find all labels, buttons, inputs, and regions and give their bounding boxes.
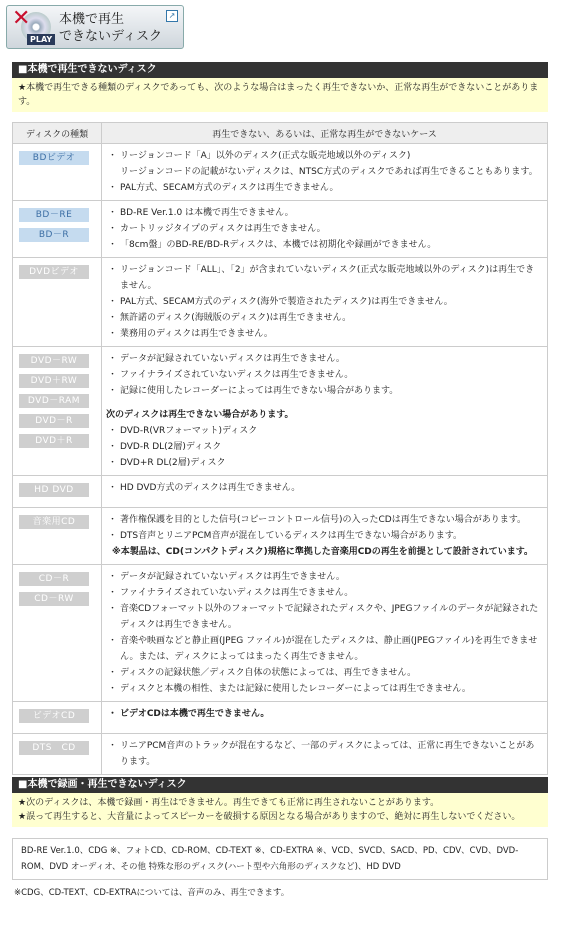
case-cell <box>102 201 548 258</box>
case-cell <box>102 565 548 702</box>
disc-type-cell <box>13 201 102 258</box>
disc-type-badge: BDビデオ <box>19 151 89 165</box>
disc-table <box>12 122 548 775</box>
disc-type-badge: HD DVD <box>19 483 89 497</box>
section-heading-2: ■本機で録画・再生できないディスク <box>12 777 548 793</box>
header-banner <box>6 5 184 49</box>
disc-type-cell <box>13 476 102 508</box>
section-unplayable <box>12 62 548 112</box>
case-item: ・ PAL方式、SECAM方式のディスク(海外で製造されたディスク)は再生できません。 <box>120 294 543 310</box>
case-item: ・ DVD+R DL(2層)ディスク <box>120 455 543 471</box>
case-item: ・ リージョンコード「ALL」、「2」が含まれていないディスク(正式な販売地域以外のディスク)は再生できません。 <box>120 262 543 294</box>
case-item: ・ 「8cm盤」のBD-RE/BD-Rディスクは、本機では初期化や録画ができません。 <box>120 237 543 253</box>
disc-type-cell <box>13 565 102 702</box>
unsupported-disc-list: BD-RE Ver.1.0、CDG ※、フォトCD、CD-ROM、CD-TEXT ※、CD-EXTRA ※、VCD、SVCD、SACD、PD、CDV、CVD、DVD-ROM、DVD オーディオ、その他 特殊な形のディスク(ハート型や六角形のディスクなど)、HD DVD <box>12 838 548 880</box>
footnote: ※CDG、CD-TEXT、CD-EXTRAについては、音声のみ、再生できます。 <box>14 888 290 898</box>
disc-type-cell <box>13 508 102 565</box>
case-cell <box>102 347 548 476</box>
case-cell <box>102 734 548 775</box>
prohibited-x-icon: ✕ <box>12 6 31 31</box>
disc-type-badge: DVD－RW <box>19 354 89 368</box>
case-item: ・ 音楽CDフォーマット以外のフォーマットで記録されたディスクや、JPEGファイルのデータが記録されたディスクは再生できません。 <box>120 601 543 633</box>
case-item: ・ DVD-R DL(2層)ディスク <box>120 439 543 455</box>
case-cell <box>102 702 548 734</box>
case-note: ※本製品は、CD(コンパクトディスク)規格に準拠した音楽用CDの再生を前提として設計されています。 <box>112 547 534 557</box>
disc-type-cell <box>13 144 102 201</box>
page-title: 本機で再生 できないディスク <box>59 12 162 44</box>
case-item: ・ 業務用のディスクは再生できません。 <box>120 326 543 342</box>
case-item: ・ 著作権保護を目的とした信号(コピーコントロール信号)の入ったCDは再生できない場合があります。 <box>120 512 543 528</box>
disc-type-badge: DVD－RAM <box>19 394 89 408</box>
case-subheading: 次のディスクは再生できない場合があります。 <box>106 410 294 420</box>
case-item: ・ 記録に使用したレコーダーによっては再生できない場合があります。 <box>120 383 543 399</box>
section-note: ★本機で再生できる種類のディスクであっても、次のような場合はまったく再生できないか、正常な再生ができないことがあります。 <box>12 78 548 112</box>
disc-type-cell <box>13 258 102 347</box>
case-cell <box>102 144 548 201</box>
case-item: ・ ファイナライズされていないディスクは再生できません。 <box>120 367 543 383</box>
case-item: ・ PAL方式、SECAM方式のディスクは再生できません。 <box>120 180 543 196</box>
case-item: ・ ディスクの記録状態／ディスク自体の状態によっては、再生できません。 <box>120 665 543 681</box>
table-row <box>13 201 548 258</box>
col-type-header: ディスクの種類 <box>13 123 102 144</box>
disc-type-badge: BD－RE <box>19 208 89 222</box>
play-label: PLAY <box>27 34 55 45</box>
disc-type-cell <box>13 702 102 734</box>
disc-type-badge: DVDビデオ <box>19 265 89 279</box>
case-item: ・ カートリッジタイプのディスクは再生できません。 <box>120 221 543 237</box>
case-item: ・ リージョンコード「A」以外のディスク(正式な販売地域以外のディスク) リージョンコードの記載がないディスクは、NTSC方式のディスクであれば再生できることもあります。 <box>120 148 543 180</box>
case-item: ・ BD-RE Ver.1.0 は本機で再生できません。 <box>120 205 543 221</box>
case-cell <box>102 258 548 347</box>
table-row <box>13 258 548 347</box>
table-row <box>13 347 548 476</box>
section-note-2: ★次のディスクは、本機で録画・再生はできません。再生できても正常に再生されないことがあります。 ★誤って再生すると、大音量によってスピーカーを破損する原因となる場合がありますので、絶対に再生しないでください。 <box>12 793 548 827</box>
disc-type-cell <box>13 734 102 775</box>
disc-type-badge: 音楽用CD <box>19 515 89 529</box>
case-cell <box>102 476 548 508</box>
disc-type-badge: DVD＋RW <box>19 374 89 388</box>
disc-type-badge: DTS CD <box>19 741 89 755</box>
disc-type-badge: CD－R <box>19 572 89 586</box>
case-item: ・ データが記録されていないディスクは再生できません。 <box>120 351 543 367</box>
table-row <box>13 734 548 775</box>
table-row <box>13 702 548 734</box>
disc-type-badge: DVD－R <box>19 414 89 428</box>
case-item: ・ DTS音声とリニアPCM音声が混在しているディスクは再生できない場合があります。 <box>120 528 543 544</box>
col-case-header: 再生できない、あるいは、正常な再生ができないケース <box>102 123 548 144</box>
case-item: ・ データが記録されていないディスクは再生できません。 <box>120 569 543 585</box>
case-item: ・ ビデオCDは本機で再生できません。 <box>120 706 543 722</box>
case-cell <box>102 508 548 565</box>
case-item: ・ ディスクと本機の相性、または記録に使用したレコーダーによっては再生できません。 <box>120 681 543 697</box>
section-unrecordable <box>12 777 548 827</box>
table-row <box>13 476 548 508</box>
section-heading: ■本機で再生できないディスク <box>12 62 548 78</box>
case-item: ・ 無許諾のディスク(海賊版のディスク)は再生できません。 <box>120 310 543 326</box>
case-item: ・ DVD-R(VRフォーマット)ディスク <box>120 423 543 439</box>
table-row <box>13 565 548 702</box>
case-item: ・ HD DVD方式のディスクは再生できません。 <box>120 480 543 496</box>
table-row <box>13 508 548 565</box>
case-item: ・ ファイナライズされていないディスクは再生できません。 <box>120 585 543 601</box>
disc-type-badge: ビデオCD <box>19 709 89 723</box>
disc-type-badge: CD－RW <box>19 592 89 606</box>
disc-type-badge: DVD＋R <box>19 434 89 448</box>
table-row <box>13 144 548 201</box>
case-item: ・ 音楽や映画などと静止画(JPEG ファイル)が混在したディスクは、静止画(JPEGファイル)を再生できません。または、ディスクによってはまったく再生できません。 <box>120 633 543 665</box>
disc-type-cell <box>13 347 102 476</box>
external-link-icon[interactable]: ↗ <box>166 10 178 22</box>
disc-type-badge: BD－R <box>19 228 89 242</box>
case-item: ・ リニアPCM音声のトラックが混在するなど、一部のディスクによっては、正常に再生できないことがあります。 <box>120 738 543 770</box>
